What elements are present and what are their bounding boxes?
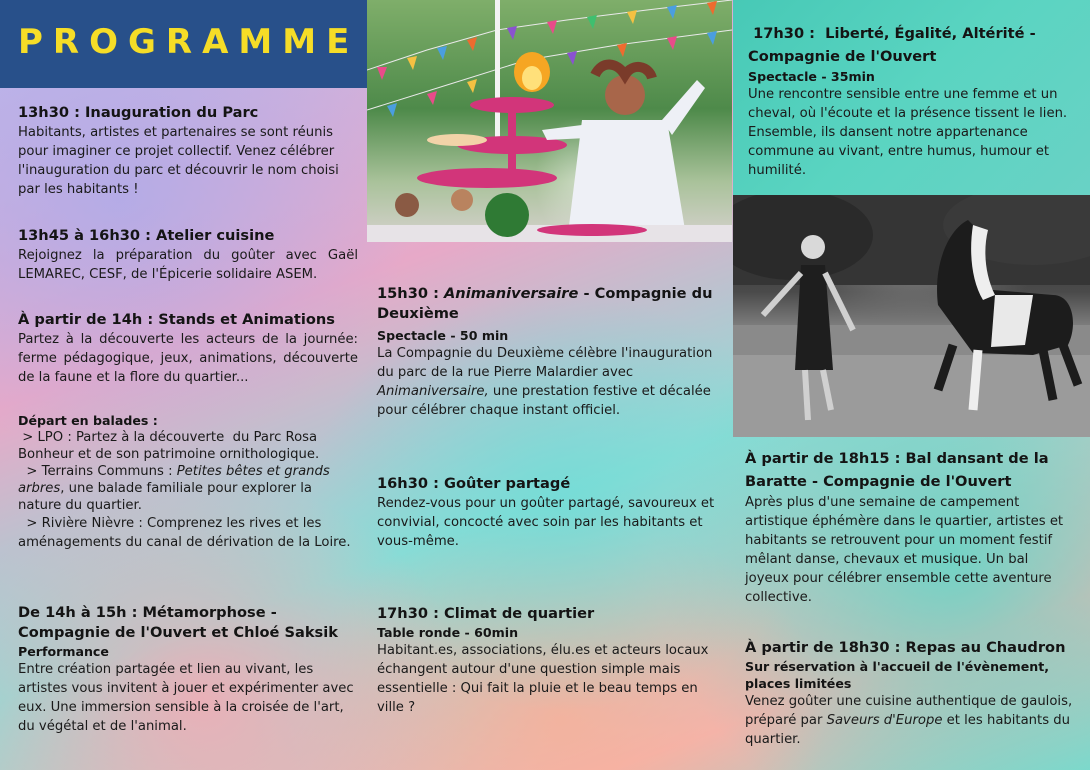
event-description-start: La Compagnie du Deuxième célèbre l'inauguration du parc de la rue Pierre Malardier avec [377, 346, 713, 380]
event-company: - Compagnie du Deuxième [377, 285, 713, 322]
event-title: À partir de 18h15 : Bal dansant de la Baratte - Compagnie de l'Ouvert [745, 450, 1049, 490]
event-description: Après plus d'une semaine de campement artistique éphémère dans le quartier, artistes et habitants se retrouvent pour un moment festif mêlant danse, chevaux et musique. Un bal joyeux pour célébrer ensemble cette aventure collective. [745, 495, 1064, 605]
event-description-end: une prestation festive et décalée pour célébrer chaque instant officiel. [377, 384, 711, 418]
balades-title: Départ en balades : [18, 413, 158, 428]
event-description: Habitants, artistes et partenaires se sont réunis pour imaginer ce projet collectif. Venez célébrer l'inauguration du parc et découvrir le nom choisi par les habitants ! [18, 125, 339, 197]
event-title: À partir de 14h : Stands et Animations [18, 311, 335, 328]
event-description-end: et les habitants du quartier. [745, 713, 1071, 747]
event-show-name: Animaniversaire [444, 285, 579, 302]
event-description: Partez à la découverte les acteurs de la journée: ferme pédagogique, jeux, animations, découverte de la faune et la flore du quartier... [18, 332, 358, 385]
event-description-start: Venez goûter une cuisine authentique de gaulois, préparé par [745, 694, 1073, 728]
event-title [377, 284, 722, 324]
event-caterer-name: Saveurs d'Europe [826, 713, 943, 728]
event-description [377, 344, 722, 420]
event-description: Rendez-vous pour un goûter partagé, savoureux et convivial, concocté avec soin par les habitants et vous-même. [377, 496, 715, 549]
event-liberte-egalite-alterite [748, 22, 1073, 180]
event-title: 13h30 : Inauguration du Parc [18, 104, 259, 121]
event-description-show: Animaniversaire, [377, 384, 489, 399]
event-time: 15h30 : [377, 285, 445, 302]
left-column [18, 103, 358, 199]
event-format: Table ronde - 60min [377, 625, 519, 640]
event-description: Une rencontre sensible entre une femme et un cheval, où l'écoute et la présence tissent le lien. Ensemble, ils dansent notre appartenance commune au vivant, entre humus, humour et humilité. [748, 87, 1068, 178]
event-description: Entre création partagée et lien au vivant, les artistes vous invitent à jouer et expérimenter avec eux. Une immersion sensible à la croisée de l'art, du végétal et de l'animal. [18, 662, 354, 734]
event-animaniversaire [377, 284, 722, 420]
event-atelier-cuisine [18, 226, 358, 284]
event-reservation-note: Sur réservation à l'accueil de l'évènement, places limitées [745, 659, 1050, 691]
balade-terrains-suffix: , une balade familiale pour explorer la nature du quartier. [18, 481, 317, 513]
event-title: 17h30 : Climat de quartier [377, 605, 595, 622]
event-format: Performance [18, 644, 109, 659]
event-bal-dansant [745, 447, 1075, 607]
balade-terrains-name: Petites bêtes et grands arbres [18, 464, 334, 496]
event-title: À partir de 18h30 : Repas au Chaudron [745, 639, 1066, 656]
balades-section [18, 412, 358, 552]
photo-celebration-illustration [367, 0, 732, 242]
photo-woman-and-horse [733, 195, 1090, 437]
event-title: De 14h à 15h : Métamorphose - Compagnie de l'Ouvert et Chloé Saksik [18, 604, 338, 641]
event-description [745, 692, 1075, 749]
header-banner [0, 0, 367, 88]
event-stands-animations [18, 310, 358, 387]
photo-woman-and-horse-illustration [733, 195, 1090, 437]
event-metamorphose [18, 603, 363, 736]
balade-terrains-prefix: > Terrains Communs : [18, 464, 177, 479]
event-title: 17h30 : Liberté, Égalité, Altérité - Compagnie de l'Ouvert [748, 25, 1041, 65]
event-climat-quartier [377, 604, 722, 717]
event-inauguration [18, 103, 358, 199]
balade-riviere-nievre: > Rivière Nièvre : Comprenez les rives et les aménagements du canal de dérivation de la Loire. [18, 516, 351, 550]
page-title: PROGRAMME [18, 22, 360, 62]
photo-celebration [367, 0, 732, 242]
balade-terrains-communs [18, 463, 358, 514]
event-description: Habitant.es, associations, élu.es et acteurs locaux échangent autour d'une question simple mais essentielle : Qui fait la pluie et le beau temps en ville ? [377, 643, 709, 715]
event-format: Spectacle - 35min [748, 69, 875, 84]
event-description: Rejoignez la préparation du goûter avec Gaël LEMAREC, CESF, de l'Épicerie solidaire ASEM. [18, 248, 358, 282]
event-gouter-partage [377, 474, 722, 551]
event-format: Spectacle - 50 min [377, 328, 509, 343]
event-repas-chaudron [745, 638, 1075, 749]
event-title: 13h45 à 16h30 : Atelier cuisine [18, 227, 275, 244]
balade-lpo: > LPO : Partez à la découverte du Parc Rosa Bonheur et de son patrimoine ornithologique. [18, 430, 322, 462]
event-title: 16h30 : Goûter partagé [377, 475, 571, 492]
